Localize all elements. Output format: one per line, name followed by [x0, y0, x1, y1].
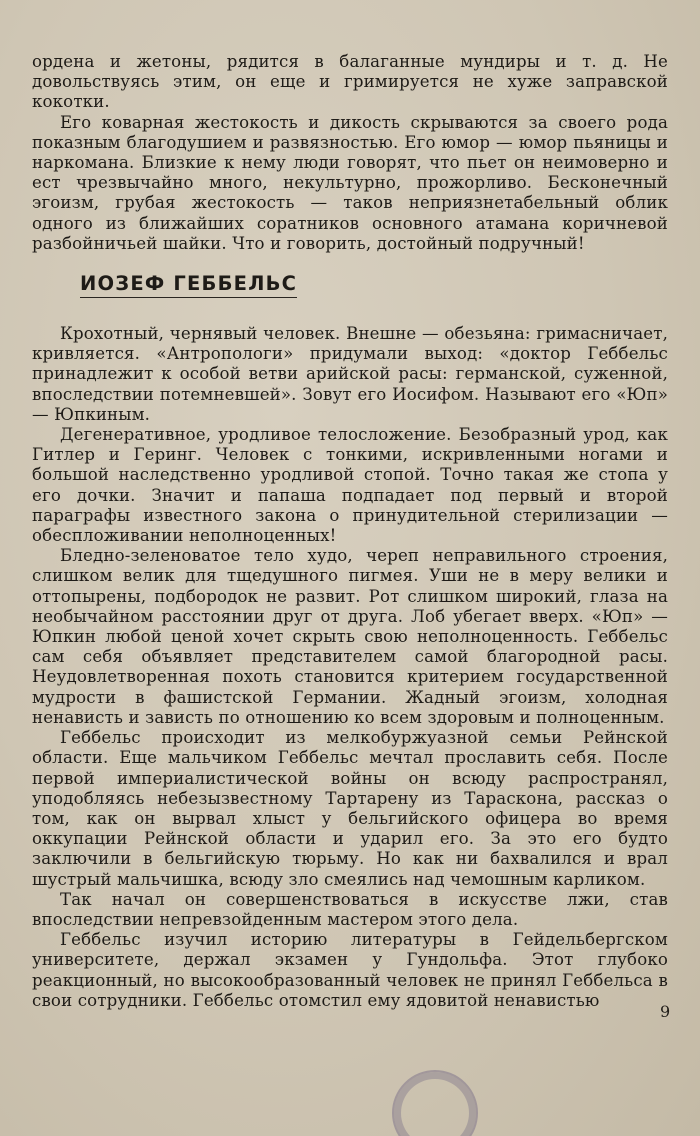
library-stamp [392, 1070, 478, 1136]
section-heading: ИОЗЕФ ГЕББЕЛЬС [80, 272, 297, 298]
paragraph: Крохотный, чернявый человек. Внешне — обезьяна: гримасничает, кривляется. «Антропологи» придумали выход: «доктор Геббельс принадлежит к особой ветви арийской расы: германской, суженной, впоследствии потемневшей». Зовут его Иосифом. Называют его «Юп» — Юпкиным. [32, 324, 668, 424]
paragraph: Геббельс изучил историю литературы в Гейдельбергском университете, держал экзамен у Гундольфа. Этот глубоко реакционный, но высокообразованный человек не принял Геббельса в свои сотрудники. Геббельс отомстил ему ядовитой ненавистью [32, 930, 668, 1010]
paragraph: Бледно-зеленоватое тело худо, череп неправильного строения, слишком велик для тщедушного пигмея. Уши не в меру велики и оттопырены, подбородок не развит. Рот слишком широкий, глаза на необычайном расстоянии друг от друга. Лоб убегает вверх. «Юп» — Юпкин любой ценой хочет скрыть свою неполноценность. Геббельс сам себя объявляет представителем самой благородной расы. Неудовлетворенная похоть становится критерием государственной мудрости в фашистской Германии. Жадный эгоизм, холодная ненависть и зависть по отношению ко всем здоровым и полноценным. [32, 546, 668, 727]
paragraph: Дегенеративное, уродливое телосложение. Безобразный урод, как Гитлер и Геринг. Человек с тонкими, искривленными ногами и большой наследственно уродливой стопой. Точно такая же стопа у его дочки. Значит и папаша подпадает под первый и второй параграфы известного закона о принудительной стерилизации — обеспложивании неполноценных! [32, 425, 668, 546]
paragraph: Его коварная жестокость и дикость скрываются за своего рода показным благодушием и развязностью. Его юмор — юмор пьяницы и наркомана. Близкие к нему люди говорят, что пьет он неимоверно и ест чрезвычайно много, некультурно, прожорливо. Бесконечный эгоизм, грубая жестокость — таков неприязнетабельный облик одного из ближайших соратников основного атамана коричневой разбойничьей шайки. Что и говорить, достойный подручный! [32, 112, 668, 253]
text-body [32, 52, 668, 1011]
paragraph: ордена и жетоны, рядится в балаганные мундиры и т. д. Не довольствуясь этим, он еще и гримируется не хуже заправской кокотки. [32, 52, 668, 112]
paragraph: Геббельс происходит из мелкобуржуазной семьи Рейнской области. Еще мальчиком Геббельс мечтал прославить себя. После первой империалистической войны он всюду распространял, уподобляясь небезызвестному Тартарену из Тараскона, рассказ о том, как он вырвал хлыст у бельгийского офицера во время оккупации Рейнской области и ударил его. За это его будто заключили в бельгийскую тюрьму. Но как ни бахвалился и врал шустрый мальчишка, всюду зло смеялись над чемошным карликом. [32, 728, 668, 889]
page-number: 9 [660, 1002, 671, 1021]
paragraph: Так начал он совершенствоваться в искусстве лжи, став впоследствии непревзойденным мастером этого дела. [32, 889, 668, 929]
section-heading-block [32, 254, 668, 324]
